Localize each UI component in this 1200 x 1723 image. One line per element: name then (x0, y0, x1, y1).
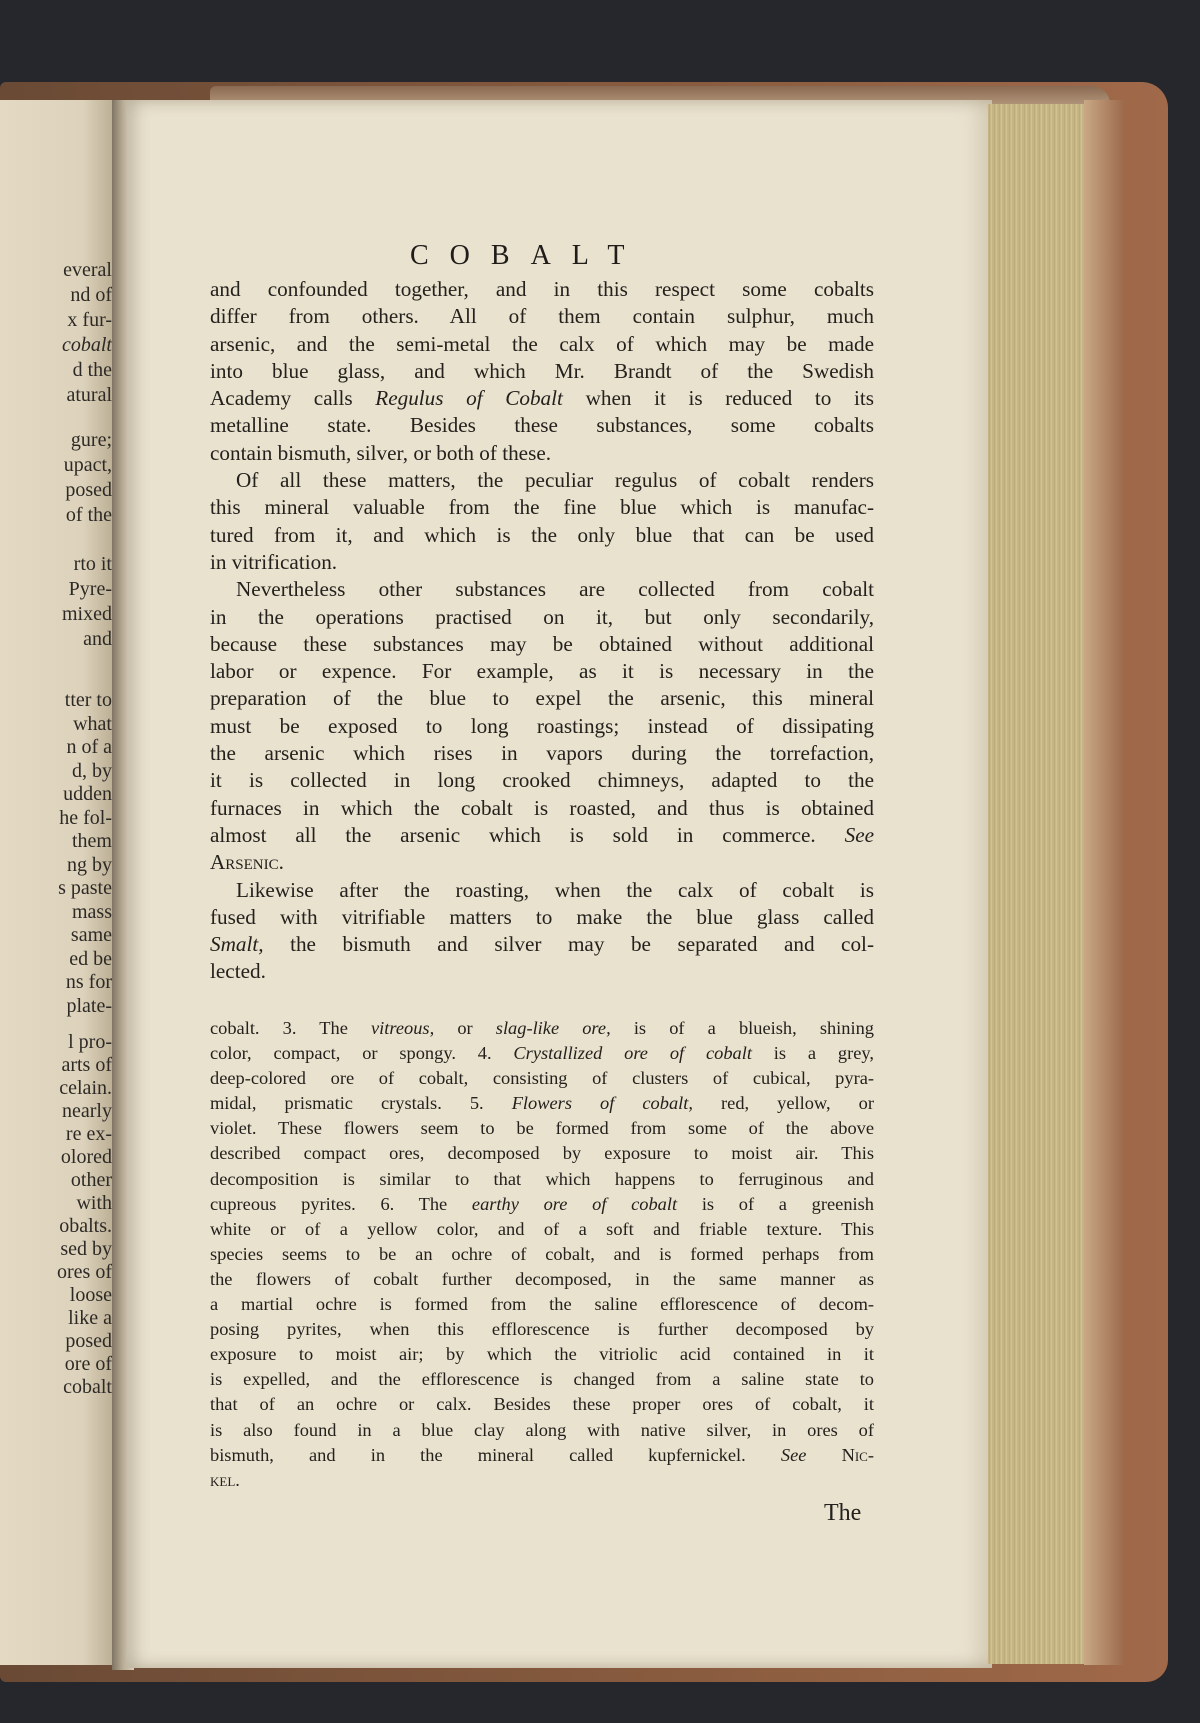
facing-page-text-fragment: ns for (65, 971, 112, 993)
facing-page-text-fragment: cobalt (63, 1376, 112, 1398)
facing-page-text-fragment: re ex- (65, 1123, 112, 1145)
facing-page-text-fragment: d the (72, 359, 112, 381)
text-run: almost all the arsenic which is sold in commerce. (210, 822, 816, 847)
facing-page-text-fragment: arts of (61, 1054, 112, 1076)
text-line: into blue glass, and which Mr. Brandt of the Swedish (210, 358, 874, 383)
text-line: in the operations practised on it, but only secondarily, (210, 604, 874, 629)
note-text-block (210, 1016, 874, 1493)
text-line: metalline state. Besides these substances, some cobalts (210, 413, 874, 438)
text-line: must be exposed to long roastings; instead of dissipating (210, 713, 874, 738)
cross-reference-end: kel. (210, 1469, 240, 1490)
facing-page-text-fragment: them (72, 830, 112, 852)
text-line: decomposition is similar to that which happens to ferruginous and (210, 1168, 874, 1189)
text-line: tured from it, and which is the only blue that can be used (210, 522, 874, 547)
text-line: white or of a yellow color, and of a soft and friable texture. This (210, 1218, 874, 1239)
text-line: contain bismuth, silver, or both of these. (210, 440, 552, 465)
text-line: arsenic, and the semi-metal the calx of which may be made (210, 331, 874, 356)
text-line: is expelled, and the efflorescence is changed from a saline state to (210, 1369, 874, 1390)
facing-page-text-fragment: plate- (66, 994, 112, 1017)
facing-page-text-fragment: l pro- (68, 1031, 112, 1053)
text-line: exposure to moist air; by which the vitriolic acid contained in it (210, 1344, 874, 1365)
italic-term: vitreous, (371, 1018, 435, 1038)
facing-page-text-fragment: what (73, 712, 112, 735)
cross-reference: Nic- (841, 1444, 874, 1465)
facing-page-text-fragment: mixed (62, 603, 112, 625)
text-run: Academy calls (210, 386, 353, 411)
facing-page-text-fragment: n of a (66, 736, 112, 758)
text-run: the bismuth and silver may be separated and col- (290, 932, 874, 957)
facing-page-text-fragment: rto it (73, 553, 112, 575)
italic-term: earthy ore of cobalt (471, 1193, 678, 1214)
text-line: Likewise after the roasting, when the calx of cobalt is (236, 877, 874, 902)
text-line (210, 1041, 874, 1066)
text-run: when it is reduced to its (585, 386, 874, 411)
facing-page-text-fragment: tter to (64, 689, 112, 711)
facing-page-text-fragment: mass (72, 900, 112, 923)
catchword: The (824, 1500, 862, 1526)
text-line: in vitrification. (210, 549, 338, 574)
facing-page-text-fragment: upact, (63, 454, 112, 476)
facing-page-text-fragment: loose (69, 1284, 112, 1306)
facing-page-text-fragment: obalts. (59, 1215, 112, 1237)
facing-page-text-fragment: nearly (62, 1100, 112, 1122)
text-line: labor or expence. For example, as it is necessary in the (210, 659, 874, 684)
italic-term: Flowers of cobalt, (511, 1093, 693, 1114)
facing-page-text-fragment: and (83, 628, 112, 650)
facing-page-text-fragment: olored (60, 1146, 112, 1168)
italic-term: See (844, 822, 874, 847)
text-run: is a grey, (773, 1043, 874, 1064)
facing-page-text-fragment: ores of (57, 1261, 112, 1283)
facing-page-text-fragment: he fol- (59, 806, 112, 829)
text-line: a martial ochre is formed from the saline efflorescence of decom- (210, 1294, 874, 1315)
text-line: furnaces in which the cobalt is roasted, and thus is obtained (210, 795, 874, 820)
facing-page-text-fragment: s paste (58, 877, 112, 899)
italic-term: slag-like ore, (495, 1018, 611, 1038)
text-run: is of a blueish, shining (633, 1018, 874, 1038)
text-line: that of an ochre or calx. Besides these proper ores of cobalt, it (210, 1394, 874, 1415)
text-line: this mineral valuable from the fine blue which is manufac- (210, 495, 874, 520)
text-run: or (457, 1018, 473, 1038)
text-line (210, 822, 874, 849)
text-line (210, 1016, 874, 1041)
facing-page-text-fragment: of the (65, 504, 112, 526)
text-line: preparation of the blue to expel the arsenic, this mineral (210, 686, 874, 711)
facing-page-text-fragment: d, by (72, 759, 112, 782)
facing-page-text-fragment: cobalt (62, 334, 112, 356)
facing-page-text-fragment: posed (65, 1330, 112, 1352)
facing-page-text-fragment: everal (63, 259, 112, 281)
italic-term: Regulus of Cobalt (375, 386, 563, 411)
text-line: because these substances may be obtained without additional (210, 631, 874, 656)
text-line: and confounded together, and in this respect some cobalts (210, 277, 874, 301)
text-run: midal, prismatic crystals. 5. (210, 1093, 484, 1114)
text-run: cobalt. 3. The (210, 1018, 348, 1038)
text-line: is also found in a blue clay along with native silver, in ores of (210, 1419, 874, 1440)
facing-page-text-fragment: ore of (64, 1353, 112, 1375)
facing-page-text-fragment: like a (68, 1307, 112, 1329)
facing-page-text-fragment: posed (65, 479, 112, 501)
text-line (210, 385, 874, 412)
facing-page-text-fragment: with (76, 1192, 112, 1214)
text-line: it is collected in long crooked chimneys, adapted to the (210, 768, 874, 793)
facing-page-text-fragment: Pyre- (68, 578, 112, 600)
italic-term: Crystallized ore of cobalt (513, 1043, 752, 1064)
facing-page-text-fragment: other (70, 1169, 112, 1191)
facing-page-text-fragment: atural (66, 384, 112, 406)
facing-page-text-fragment: nd of (70, 284, 112, 306)
facing-page-text-fragment: udden (63, 783, 112, 805)
cover-edge-shade (1084, 100, 1124, 1665)
text-line: differ from others. All of them contain sulphur, much (210, 304, 874, 329)
facing-page-text-fragment: x fur- (67, 309, 112, 331)
text-run: bismuth, and in the mineral called kupfernickel. (210, 1444, 746, 1465)
text-line: deep-colored ore of cobalt, consisting of clusters of cubical, pyra- (210, 1068, 874, 1089)
text-run: red, yellow, or (721, 1093, 874, 1114)
text-line: Of all these matters, the peculiar regulus of cobalt renders (236, 468, 874, 493)
facing-page-text-fragment: ed be (69, 947, 112, 970)
italic-term: Smalt, (210, 932, 264, 957)
text-line (210, 931, 874, 958)
text-line: fused with vitrifiable matters to make the blue glass called (210, 904, 874, 929)
facing-left-page (0, 100, 118, 1665)
italic-term: See (780, 1444, 807, 1465)
facing-page-text-fragment: same (70, 924, 112, 946)
text-run: cupreous pyrites. 6. The (210, 1193, 448, 1214)
facing-page-text-fragment: celain. (59, 1077, 112, 1099)
text-line: the arsenic which rises in vapors during the torrefaction, (210, 741, 874, 766)
text-line: the flowers of cobalt further decomposed, in the same manner as (210, 1268, 874, 1289)
text-run: color, compact, or spongy. 4. (210, 1043, 492, 1064)
facing-page-text-fragment: gure; (70, 429, 112, 451)
facing-page-text-fragment: ng by (67, 853, 112, 876)
text-line: posing pyrites, when this efflorescence is further decomposed by (210, 1319, 874, 1340)
cross-reference: Arsenic. (210, 850, 284, 875)
text-line (210, 1091, 874, 1116)
text-line: Nevertheless other substances are collected from cobalt (236, 577, 874, 602)
text-run: is of a greenish (701, 1193, 874, 1214)
text-line: described compact ores, decomposed by exposure to moist air. This (210, 1143, 874, 1164)
facing-page-text-fragment: sed by (60, 1238, 112, 1260)
text-line (210, 1192, 874, 1217)
text-line: species seems to be an ochre of cobalt, and is formed perhaps from (210, 1243, 874, 1264)
text-line (210, 1443, 874, 1468)
main-text-block (210, 276, 874, 986)
text-line: lected. (210, 959, 266, 984)
running-head: COBALT (410, 240, 646, 271)
text-line: violet. These flowers seem to be formed from some of the above (210, 1118, 874, 1139)
